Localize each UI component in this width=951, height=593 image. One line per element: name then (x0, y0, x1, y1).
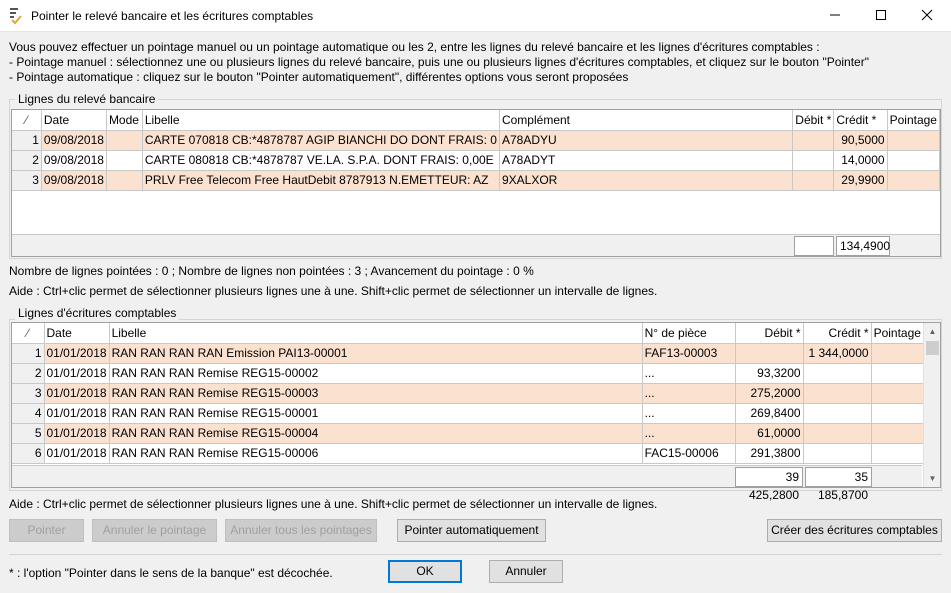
close-button[interactable] (904, 0, 950, 31)
bank-lines-grid[interactable] (11, 109, 941, 257)
help-text: Aide : Ctrl+clic permet de sélectionner plusieurs lignes une à une. Shift+clic permet de sélectionner un intervalle de lignes. (9, 497, 658, 511)
cell-piece: ... (642, 403, 735, 423)
cell-pointage (871, 363, 926, 383)
entries-label: Lignes d'écritures comptables (15, 306, 179, 320)
row-index: 2 (12, 150, 41, 170)
col-header-date[interactable]: Date (44, 323, 109, 343)
entries-scrollbar[interactable] (923, 323, 940, 487)
table-row[interactable] (12, 150, 940, 170)
cell-debit (735, 343, 803, 363)
separator (9, 554, 942, 555)
cell-date: 01/01/2018 (44, 403, 109, 423)
table-row[interactable] (12, 423, 926, 443)
col-header-pointage[interactable]: Pointage (887, 110, 939, 130)
col-header-date[interactable]: Date (41, 110, 106, 130)
cell-libelle: RAN RAN RAN Remise REG15-00006 (109, 443, 642, 463)
maximize-icon (876, 10, 886, 20)
entries-total-credit: 35 185,8700 (805, 467, 872, 487)
help-text: Aide : Ctrl+clic permet de sélectionner plusieurs lignes une à une. Shift+clic permet de sélectionner un intervalle de lignes. (9, 284, 658, 298)
cell-libelle: RAN RAN RAN RAN Emission PAI13-00001 (109, 343, 642, 363)
create-entries-button[interactable]: Créer des écritures comptables (767, 519, 942, 542)
col-header-index[interactable]: ⁄ (12, 323, 44, 343)
filter-sort-icon (9, 7, 23, 25)
cell-credit (803, 423, 871, 443)
cell-date: 01/01/2018 (44, 363, 109, 383)
cell-date: 01/01/2018 (44, 423, 109, 443)
cell-libelle: RAN RAN RAN Remise REG15-00003 (109, 383, 642, 403)
cell-date: 01/01/2018 (44, 383, 109, 403)
col-header-mode[interactable]: Mode (106, 110, 142, 130)
entries-grid[interactable] (11, 322, 941, 502)
pointer-button[interactable]: Pointer (9, 519, 84, 542)
cell-debit (793, 130, 834, 150)
table-row[interactable] (12, 383, 926, 403)
cell-piece: FAC15-00006 (642, 443, 735, 463)
scroll-thumb[interactable] (926, 341, 939, 355)
cell-credit: 14,0000 (834, 150, 887, 170)
table-row[interactable] (12, 170, 940, 190)
col-header-credit[interactable]: Crédit * (803, 323, 871, 343)
cell-date: 09/08/2018 (41, 150, 106, 170)
cell-complement: 9XALXOR (499, 170, 792, 190)
cancel-pointage-button[interactable]: Annuler le pointage (92, 519, 217, 542)
cell-date: 01/01/2018 (44, 443, 109, 463)
col-header-libelle[interactable]: Libelle (142, 110, 499, 130)
cell-libelle: PRLV Free Telecom Free HautDebit 8787913 N.EMETTEUR: AZ (142, 170, 499, 190)
cell-libelle: CARTE 080818 CB:*4878787 VE.LA. S.P.A. DONT FRAIS: 0,00E (142, 150, 499, 170)
close-icon (922, 10, 932, 20)
bank-total-debit (794, 236, 834, 256)
cell-piece: FAF13-00003 (642, 343, 735, 363)
cell-credit (803, 383, 871, 403)
cell-debit (793, 170, 834, 190)
minimize-icon (830, 10, 840, 20)
cell-mode (106, 170, 142, 190)
row-index: 3 (12, 170, 41, 190)
intro-line: - Pointage automatique : cliquez sur le bouton "Pointer automatiquement", différentes options vous seront proposées (9, 70, 629, 84)
cell-date: 09/08/2018 (41, 170, 106, 190)
table-row[interactable] (12, 363, 926, 383)
cell-date: 01/01/2018 (44, 343, 109, 363)
cell-credit: 29,9900 (834, 170, 887, 190)
row-index: 3 (12, 383, 44, 403)
cell-libelle: CARTE 070818 CB:*4878787 AGIP BIANCHI DO DONT FRAIS: 0 (142, 130, 499, 150)
ok-button[interactable]: OK (388, 560, 462, 583)
cell-credit (803, 443, 871, 463)
title-bar (0, 0, 951, 32)
bank-total-credit: 134,4900 (836, 236, 890, 256)
cell-debit: 275,2000 (735, 383, 803, 403)
intro-text (9, 40, 869, 85)
row-index: 1 (12, 343, 44, 363)
col-header-debit[interactable]: Débit * (735, 323, 803, 343)
cell-libelle: RAN RAN RAN Remise REG15-00002 (109, 363, 642, 383)
bank-totals-bar (12, 234, 940, 256)
cell-pointage (871, 383, 926, 403)
cell-credit (803, 403, 871, 423)
cancel-all-pointages-button[interactable]: Annuler tous les pointages (225, 519, 377, 542)
table-row[interactable] (12, 130, 940, 150)
col-header-piece[interactable]: N° de pièce (642, 323, 735, 343)
cell-pointage (871, 423, 926, 443)
cell-credit (803, 363, 871, 383)
cell-pointage (871, 443, 926, 463)
row-index: 6 (12, 443, 44, 463)
cancel-button[interactable]: Annuler (489, 560, 563, 583)
cell-debit: 291,3800 (735, 443, 803, 463)
table-row[interactable] (12, 403, 926, 423)
bank-lines-label: Lignes du relevé bancaire (15, 92, 158, 106)
scroll-up-icon[interactable]: ▲ (928, 327, 937, 336)
maximize-button[interactable] (858, 0, 904, 31)
cell-debit: 269,8400 (735, 403, 803, 423)
minimize-button[interactable] (812, 0, 858, 31)
entries-totals-bar (12, 465, 922, 502)
cell-pointage (887, 130, 939, 150)
intro-line: Vous pouvez effectuer un pointage manuel ou un pointage automatique ou les 2, entre les lignes du relevé bancaire et les lignes d'écritures comptables : (9, 40, 820, 54)
row-index: 5 (12, 423, 44, 443)
cell-piece: ... (642, 383, 735, 403)
col-header-index[interactable]: ⁄ (12, 110, 41, 130)
scroll-down-icon[interactable]: ▼ (928, 474, 937, 483)
col-header-libelle[interactable]: Libelle (109, 323, 642, 343)
cell-debit (793, 150, 834, 170)
cell-pointage (871, 403, 926, 423)
cell-credit: 1 344,0000 (803, 343, 871, 363)
cell-complement: A78ADYT (499, 150, 792, 170)
cell-pointage (887, 170, 939, 190)
cell-libelle: RAN RAN RAN Remise REG15-00004 (109, 423, 642, 443)
cell-mode (106, 150, 142, 170)
cell-debit: 93,3200 (735, 363, 803, 383)
cell-piece: ... (642, 363, 735, 383)
auto-pointer-button[interactable]: Pointer automatiquement (397, 519, 546, 542)
footnote: * : l'option "Pointer dans le sens de la banque" est décochée. (9, 566, 333, 580)
cell-pointage (887, 150, 939, 170)
cell-pointage (871, 343, 926, 363)
pointage-status: Nombre de lignes pointées : 0 ; Nombre de lignes non pointées : 3 ; Avancement du pointage : 0 % (9, 264, 534, 278)
cell-libelle: RAN RAN RAN Remise REG15-00001 (109, 403, 642, 423)
col-header-credit[interactable]: Crédit * (834, 110, 887, 130)
row-index: 4 (12, 403, 44, 423)
window-title: Pointer le relevé bancaire et les écritures comptables (31, 9, 314, 23)
table-row[interactable] (12, 443, 926, 463)
cell-piece: ... (642, 423, 735, 443)
cell-debit: 61,0000 (735, 423, 803, 443)
table-row[interactable] (12, 343, 926, 363)
cell-date: 09/08/2018 (41, 130, 106, 150)
col-header-debit[interactable]: Débit * (793, 110, 834, 130)
col-header-complement[interactable]: Complément (499, 110, 792, 130)
intro-line: - Pointage manuel : sélectionnez une ou plusieurs lignes du relevé bancaire, puis une ou plusieurs lignes d'écritures comptables, et cliquez sur le bouton "Pointer" (9, 55, 869, 69)
entries-table (12, 323, 927, 464)
bank-table (12, 110, 940, 191)
entries-total-debit: 39 425,2800 (735, 467, 803, 487)
cell-credit: 90,5000 (834, 130, 887, 150)
row-index: 1 (12, 130, 41, 150)
col-header-pointage[interactable]: Pointage (871, 323, 926, 343)
cell-mode (106, 130, 142, 150)
row-index: 2 (12, 363, 44, 383)
cell-complement: A78ADYU (499, 130, 792, 150)
